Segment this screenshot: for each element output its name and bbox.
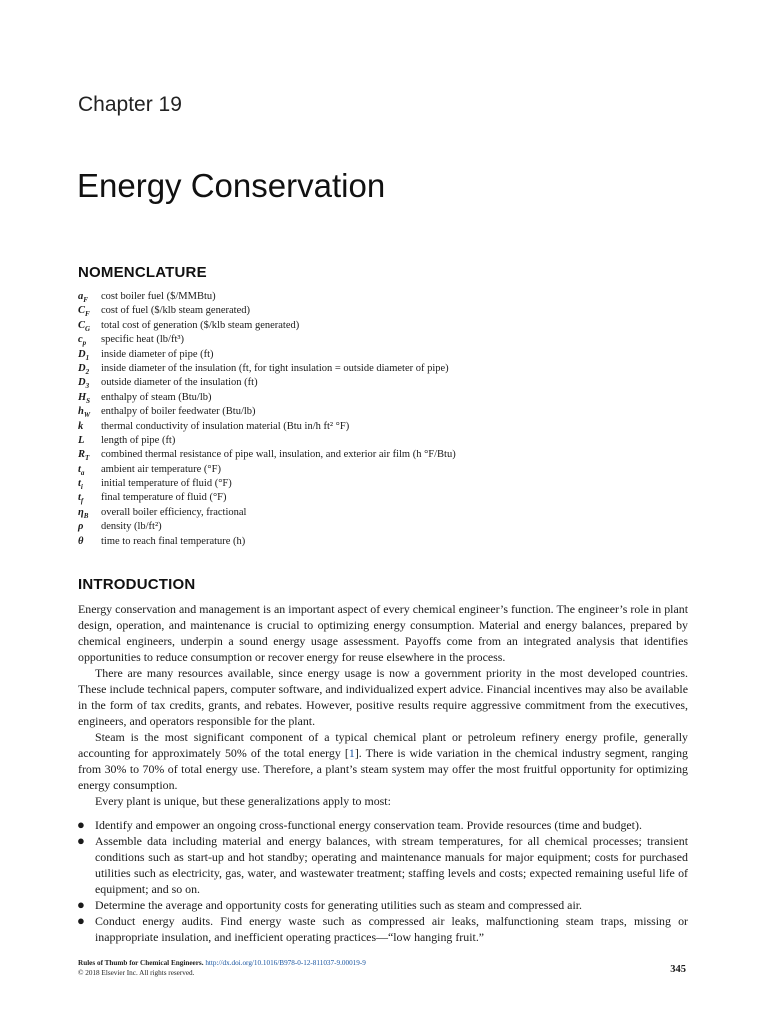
nomenclature-symbol: $R_T$ [78,449,90,463]
page-footer [78,958,366,978]
nomenclature-definition: overall boiler efficiency, fractional [101,506,247,518]
nomenclature-definition: ambient air temperature (°F) [101,463,221,475]
nomenclature-definition: total cost of generation ($/klb steam generated) [101,319,300,331]
bullet-icon: ● [77,817,85,832]
bullet-icon: ● [77,897,85,912]
chapter-label: Chapter 19 [78,93,182,116]
doi-link[interactable]: http://dx.doi.org/10.1016/B978-0-12-811037-9.00019-9 [205,959,366,967]
nomenclature-symbol: $t_i$ [78,478,83,492]
nomenclature-row [78,420,698,434]
nomenclature-definition: time to reach final temperature (h) [101,535,246,547]
nomenclature-symbol: $\eta_B$ [78,506,89,520]
nomenclature-row [78,535,698,549]
nomenclature-row [78,491,698,505]
nomenclature-symbol: $C_F$ [78,305,90,319]
nomenclature-definition: thermal conductivity of insulation material (Btu in/h ft² °F) [101,420,350,432]
nomenclature-symbol: $h_W$ [78,406,91,420]
reference-link-1[interactable]: 1 [348,746,355,760]
nomenclature-definition: cost boiler fuel ($/MMBtu) [101,291,216,302]
nomenclature-row [78,434,698,448]
nomenclature-row [78,376,698,390]
nomenclature-row [78,333,698,347]
nomenclature-symbol: $D_3$ [78,377,90,391]
introduction-body [78,601,688,945]
nomenclature-definition: final temperature of fluid (°F) [101,492,227,504]
nomenclature-definition: inside diameter of the insulation (ft, for tight insulation = outside diameter of pipe) [101,362,449,374]
intro-paragraph-4: Every plant is unique, but these generalizations apply to most: [95,794,391,808]
nomenclature-definition: enthalpy of boiler feedwater (Btu/lb) [101,406,256,418]
p3-text-after: ]. There is wide variation in the chemical industry segment, ranging from 30% to 70% of total energy use. Therefore, a plant’s steam system may offer the most fruitful opportunity for optimizing energy consumption. [78,746,688,792]
bullet-text: Identify and empower an ongoing cross-functional energy conservation team. Provide resources (time and budget). [95,818,642,832]
nomenclature-row [78,290,698,304]
nomenclature-symbol: $c_p$ [78,334,87,348]
nomenclature-definition: density (lb/ft²) [101,521,162,533]
nomenclature-symbol: $H_S$ [78,391,91,405]
nomenclature-row [78,391,698,405]
nomenclature-definition: inside diameter of pipe (ft) [101,348,214,360]
nomenclature-definition: initial temperature of fluid (°F) [101,478,232,490]
list-item [78,833,688,897]
nomenclature-symbol: $C_G$ [78,319,91,333]
p3-text-before: Steam is the most significant component of a typical chemical plant or petroleum refinery energy profile, generally accounting for approximately 50% of the total energy [ [78,730,688,760]
intro-paragraph-1: Energy conservation and management is an important aspect of every chemical engineer’s function. The engineer’s role in plant design, operation, and maintenance is crucial to optimizing energy consumption. Material and energy balances, prepared by chemical engineers, underpin a sound energy usage assessment. Payoffs come from an integrated analysis that identifies opportunities to reduce consumption or recover energy for reuse elsewhere in the process. [78,602,688,664]
list-item [78,817,688,833]
bullet-text: Assemble data including material and energy balances, with stream temperatures, for all chemical processes; transient conditions such as start-up and hot standby; operating and maintenance manuals for major equipment; costs for purchased utilities such as electricity, gas, water, and wastewater treatment; staffing levels and costs; expected remaining useful life of equipment; and so on. [95,834,688,896]
nomenclature-symbol: L [78,434,85,446]
nomenclature-row [78,304,698,318]
nomenclature-definition: enthalpy of steam (Btu/lb) [101,391,212,403]
nomenclature-row [78,319,698,333]
nomenclature-row [78,448,698,462]
nomenclature-row [78,348,698,362]
nomenclature-symbol: $D_2$ [78,362,90,377]
nomenclature-list [78,290,698,549]
intro-paragraph-3 [78,729,688,793]
nomenclature-definition: cost of fuel ($/klb steam generated) [101,305,250,317]
nomenclature-row [78,506,698,520]
bullet-text: Conduct energy audits. Find energy waste such as compressed air leaks, malfunctioning steam traps, missing or inappropriate insulation, and inefficient operating practices—“low hanging fruit.” [95,914,688,944]
page-number: 345 [670,964,686,975]
list-item [78,897,688,913]
nomenclature-symbol: θ [78,535,84,547]
nomenclature-definition: specific heat (lb/ft³) [101,334,185,346]
bullet-icon: ● [77,913,85,928]
nomenclature-symbol: k [78,420,84,432]
nomenclature-row [78,405,698,419]
nomenclature-row [78,362,698,376]
nomenclature-definition: combined thermal resistance of pipe wall, insulation, and exterior air film (h °F/Btu) [101,449,456,461]
copyright: © 2018 Elsevier Inc. All rights reserved. [78,969,195,977]
introduction-heading: INTRODUCTION [78,576,196,593]
nomenclature-symbol: ρ [78,521,84,533]
bullet-icon: ● [77,833,85,848]
nomenclature-row [78,520,698,534]
intro-paragraph-2: There are many resources available, since energy usage is now a government priority in the most developed countries. These include technical papers, computer software, and individualized expert advice. Financial incentives may also be available in the form of tax credits, grants, and rebates. However, positive results require aggressive commitment from the executives, engineers, and operators responsible for the plant. [78,666,688,728]
nomenclature-heading: NOMENCLATURE [78,264,207,281]
book-title: Rules of Thumb for Chemical Engineers. [78,959,204,967]
nomenclature-symbol: $t_f$ [78,492,84,506]
chapter-title: Energy Conservation [77,167,386,204]
nomenclature-row [78,463,698,477]
nomenclature-definition: length of pipe (ft) [101,434,176,446]
nomenclature-definition: outside diameter of the insulation (ft) [101,377,258,389]
nomenclature-symbol: $a_F$ [78,291,88,305]
list-item [78,913,688,945]
nomenclature-symbol: $t_a$ [78,463,85,477]
nomenclature-symbol: $D_1$ [78,348,90,362]
bullet-text: Determine the average and opportunity costs for generating utilities such as steam and compressed air. [95,898,583,912]
generalizations-list [78,817,688,945]
nomenclature-row [78,477,698,491]
